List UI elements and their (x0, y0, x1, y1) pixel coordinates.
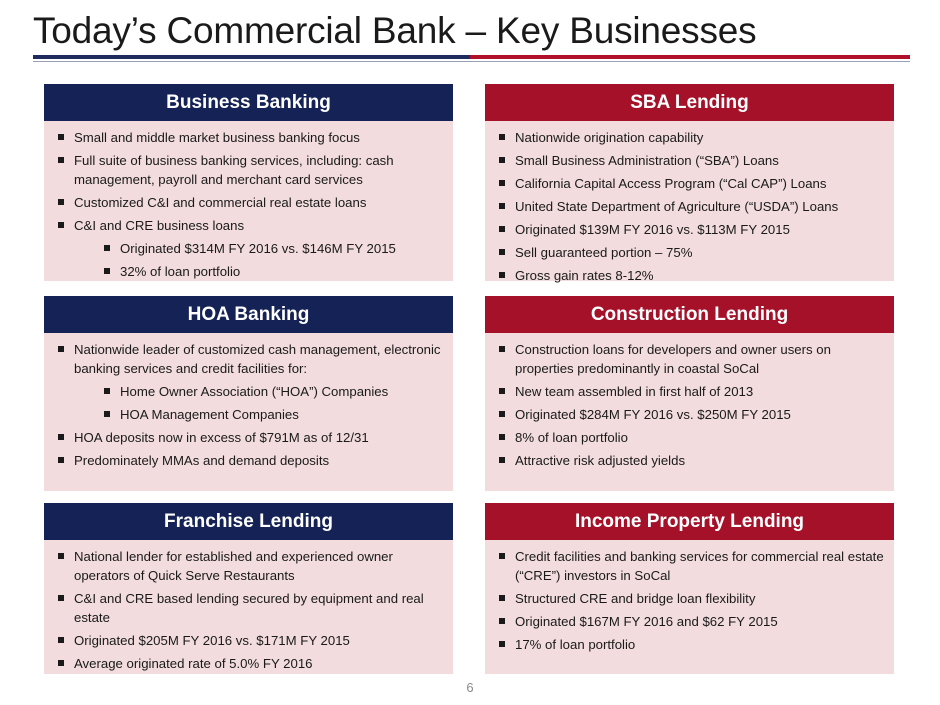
list-item: Small Business Administration (“SBA”) Loans (499, 151, 886, 170)
square-bullet-icon (104, 245, 110, 251)
list-item: Full suite of business banking services, including: cash management, payroll and merchant card services (58, 151, 445, 189)
list-item: HOA deposits now in excess of $791M as of 12/31 (58, 428, 445, 447)
square-bullet-icon (58, 595, 64, 601)
square-bullet-icon (58, 134, 64, 140)
panel-header: HOA Banking (44, 296, 453, 333)
panel-header: Business Banking (44, 84, 453, 121)
square-bullet-icon (499, 553, 505, 559)
square-bullet-icon (499, 388, 505, 394)
income-property-lending-panel (485, 503, 894, 674)
sub-list-item: Originated $314M FY 2016 vs. $146M FY 2015 (104, 239, 445, 258)
square-bullet-icon (58, 199, 64, 205)
list-item: Credit facilities and banking services for commercial real estate (“CRE”) investors in SoCal (499, 547, 886, 585)
square-bullet-icon (499, 249, 505, 255)
square-bullet-icon (104, 268, 110, 274)
square-bullet-icon (104, 411, 110, 417)
list-item: Small and middle market business banking focus (58, 128, 445, 147)
bullet-list (485, 540, 894, 654)
construction-lending-panel (485, 296, 894, 491)
square-bullet-icon (499, 595, 505, 601)
square-bullet-icon (58, 157, 64, 163)
square-bullet-icon (499, 641, 505, 647)
title-rule-navy (33, 55, 470, 59)
list-item: C&I and CRE based lending secured by equipment and real estate (58, 589, 445, 627)
sub-list-item: Home Owner Association (“HOA”) Companies (104, 382, 445, 401)
panel-header: Construction Lending (485, 296, 894, 333)
square-bullet-icon (58, 434, 64, 440)
square-bullet-icon (499, 618, 505, 624)
panel-header: Income Property Lending (485, 503, 894, 540)
square-bullet-icon (499, 346, 505, 352)
list-item: Originated $139M FY 2016 vs. $113M FY 2015 (499, 220, 886, 239)
panel-header: SBA Lending (485, 84, 894, 121)
list-item: Average originated rate of 5.0% FY 2016 (58, 654, 445, 673)
sub-list-item: HOA Management Companies (104, 405, 445, 424)
square-bullet-icon (58, 457, 64, 463)
list-item: Predominately MMAs and demand deposits (58, 451, 445, 470)
square-bullet-icon (499, 180, 505, 186)
list-item: California Capital Access Program (“Cal CAP”) Loans (499, 174, 886, 193)
list-item: Construction loans for developers and owner users on properties predominantly in coastal SoCal (499, 340, 886, 378)
square-bullet-icon (499, 457, 505, 463)
list-item: 17% of loan portfolio (499, 635, 886, 654)
square-bullet-icon (499, 226, 505, 232)
list-item: New team assembled in first half of 2013 (499, 382, 886, 401)
bullet-list (44, 121, 453, 281)
square-bullet-icon (104, 388, 110, 394)
page-number: 6 (466, 680, 474, 695)
title-rule-thin (33, 61, 910, 62)
title-rule-red (470, 55, 910, 59)
square-bullet-icon (58, 637, 64, 643)
list-item: Attractive risk adjusted yields (499, 451, 886, 470)
business-banking-panel (44, 84, 453, 281)
square-bullet-icon (58, 660, 64, 666)
bullet-list (44, 333, 453, 470)
bullet-list (485, 333, 894, 470)
square-bullet-icon (499, 272, 505, 278)
square-bullet-icon (58, 346, 64, 352)
list-item: Structured CRE and bridge loan flexibility (499, 589, 886, 608)
panel-header: Franchise Lending (44, 503, 453, 540)
page-title: Today’s Commercial Bank – Key Businesses (33, 10, 757, 51)
square-bullet-icon (58, 222, 64, 228)
square-bullet-icon (499, 434, 505, 440)
list-item: Originated $205M FY 2016 vs. $171M FY 2015 (58, 631, 445, 650)
list-item: Gross gain rates 8-12% (499, 266, 886, 285)
square-bullet-icon (499, 411, 505, 417)
sba-lending-panel (485, 84, 894, 281)
list-item: National lender for established and experienced owner operators of Quick Serve Restaurants (58, 547, 445, 585)
square-bullet-icon (499, 203, 505, 209)
franchise-lending-panel (44, 503, 453, 674)
bullet-list (44, 540, 453, 673)
list-item: C&I and CRE business loans (58, 216, 445, 235)
sub-list-item: 32% of loan portfolio (104, 262, 445, 281)
square-bullet-icon (499, 157, 505, 163)
square-bullet-icon (499, 134, 505, 140)
square-bullet-icon (58, 553, 64, 559)
list-item: Nationwide leader of customized cash management, electronic banking services and credit facilities for: (58, 340, 445, 378)
list-item: Sell guaranteed portion – 75% (499, 243, 886, 262)
bullet-list (485, 121, 894, 285)
list-item: Originated $284M FY 2016 vs. $250M FY 2015 (499, 405, 886, 424)
list-item: United State Department of Agriculture (“USDA”) Loans (499, 197, 886, 216)
list-item: 8% of loan portfolio (499, 428, 886, 447)
list-item: Nationwide origination capability (499, 128, 886, 147)
list-item: Customized C&I and commercial real estate loans (58, 193, 445, 212)
list-item: Originated $167M FY 2016 and $62 FY 2015 (499, 612, 886, 631)
hoa-banking-panel (44, 296, 453, 491)
